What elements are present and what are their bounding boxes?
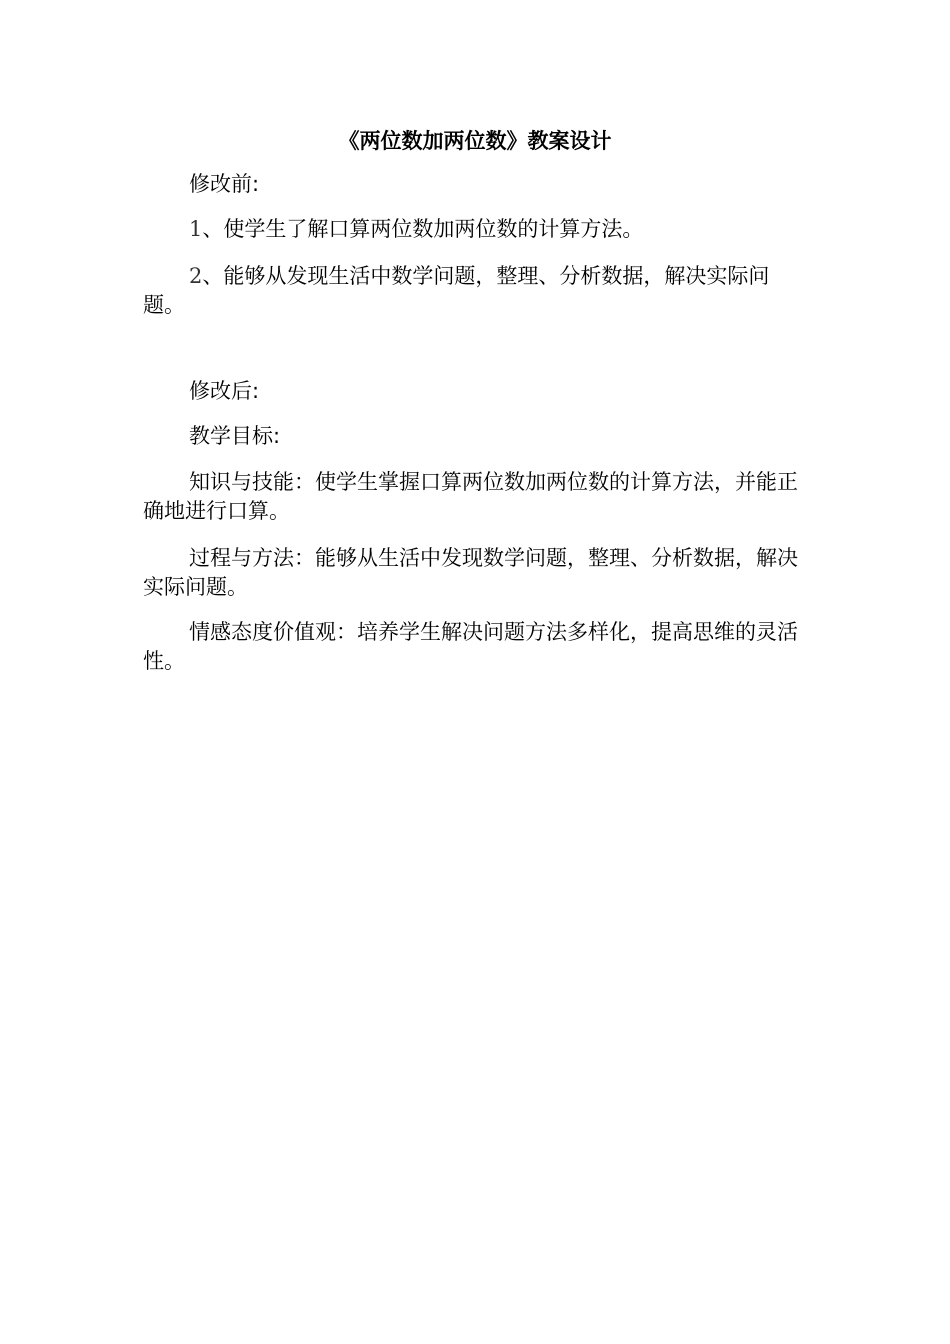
goal-attitude: 情感态度价值观：培养学生解决问题方法多样化，提高思维的灵活性。 bbox=[143, 620, 798, 673]
item-text: 、能够从发现生活中数学问题，整理、分析数据，解决实际问题。 bbox=[143, 264, 770, 317]
goal-knowledge: 知识与技能：使学生掌握口算两位数加两位数的计算方法，并能正确地进行口算。 bbox=[143, 470, 798, 523]
goals-heading: 教学目标: bbox=[189, 424, 281, 448]
item-text: 、使学生了解口算两位数加两位数的计算方法。 bbox=[202, 217, 644, 241]
before-item-2 bbox=[143, 262, 807, 320]
before-heading: 修改前: bbox=[189, 172, 260, 196]
document-title: 《两位数加两位数》教案设计 bbox=[338, 129, 612, 153]
goal-process: 过程与方法：能够从生活中发现数学问题，整理、分析数据，解决实际问题。 bbox=[143, 546, 798, 599]
after-heading: 修改后: bbox=[189, 379, 260, 403]
before-item-1 bbox=[143, 215, 807, 244]
item-number: 1 bbox=[189, 217, 203, 241]
item-number: 2 bbox=[189, 264, 203, 288]
